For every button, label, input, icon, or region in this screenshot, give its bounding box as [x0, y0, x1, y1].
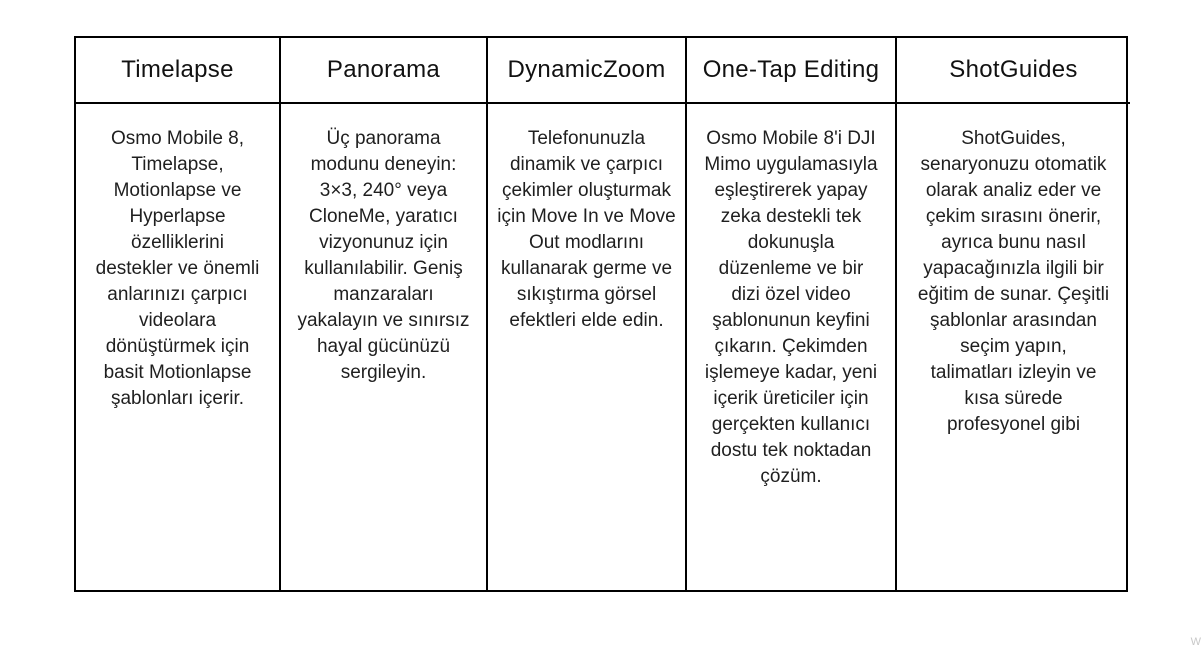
column-body-panorama: Üç panorama modunu deneyin: 3×3, 240° veya CloneMe, yaratıcı vizyonunuz için kullanılabilir. Geniş manzaraları yakalayın ve sınırsız hayal gücünüzü sergileyin.: [281, 104, 488, 590]
feature-comparison-table: [74, 36, 1128, 592]
column-body-one-tap-editing: Osmo Mobile 8'i DJI Mimo uygulamasıyla eşleştirerek yapay zeka destekli tek dokunuşla düzenleme ve bir dizi özel video şablonunun keyfini çıkarın. Çekimden işlemeye kadar, yeni içerik üreticiler için gerçekten kullanıcı dostu tek noktadan çözüm.: [687, 104, 897, 590]
column-header-timelapse: Timelapse: [76, 38, 281, 104]
column-body-dynamiczoom: Telefonunuzla dinamik ve çarpıcı çekimler oluşturmak için Move In ve Move Out modlarını kullanarak germe ve sıkıştırma görsel efektleri elde edin.: [488, 104, 687, 590]
column-header-shotguides: ShotGuides: [897, 38, 1130, 104]
column-header-panorama: Panorama: [281, 38, 488, 104]
column-header-dynamiczoom: DynamicZoom: [488, 38, 687, 104]
watermark: W: [1190, 636, 1201, 648]
column-body-timelapse: Osmo Mobile 8, Timelapse, Motionlapse ve Hyperlapse özelliklerini destekler ve önemli anlarınızı çarpıcı videolara dönüştürmek için basit Motionlapse şablonları içerir.: [76, 104, 281, 590]
column-header-one-tap-editing: One-Tap Editing: [687, 38, 897, 104]
column-body-shotguides: ShotGuides, senaryonuzu otomatik olarak analiz eder ve çekim sırasını önerir, ayrıca bunu nasıl yapacağınızla ilgili bir eğitim de sunar. Çeşitli şablonlar arasından seçim yapın, talimatları izleyin ve kısa sürede profesyonel gibi: [917, 128, 1110, 435]
